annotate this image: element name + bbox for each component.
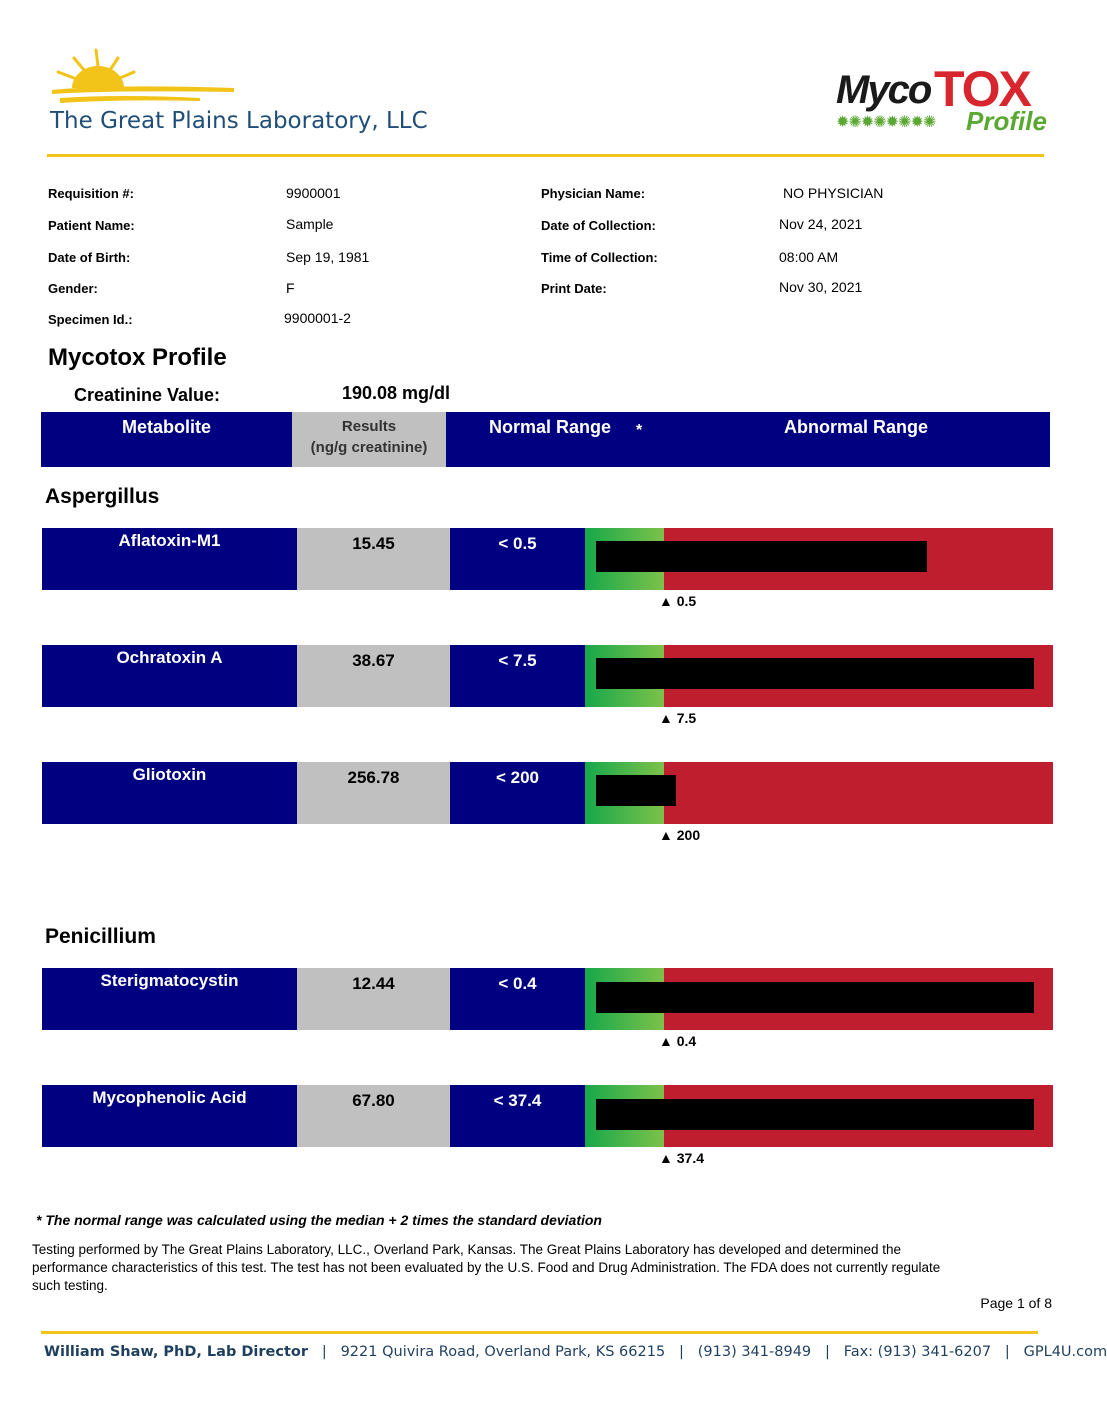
result-cell: 67.80 [297,1085,450,1147]
disclaimer: Testing performed by The Great Plains Laboratory, LLC., Overland Park, Kansas. The Great Plains Laboratory has developed and determined the performance characteristics of this test. The test has not been evaluated by the U.S. Food and Drug Administration. The FDA does not currently regulate such testing. [32,1242,941,1293]
footer: William Shaw, PhD, Lab Director | 9221 Quivira Road, Overland Park, KS 66215 | (913) 341-8949 | Fax: (913) 341-6207 | GPL4U.com [44,1344,1107,1360]
result-bar [596,541,927,572]
header-normal-label: Normal Range [489,417,612,437]
mycotox-logo [836,60,1046,135]
cutoff-marker: ▲ 0.5 [659,593,697,609]
header-results [292,412,446,467]
sun-logo-icon [50,48,240,108]
specimen-value: 9900001-2 [284,310,351,326]
physician-value: NO PHYSICIAN [783,185,884,201]
metabolite-cell: Mycophenolic Acid [42,1085,297,1147]
print-date-label: Print Date: [541,281,607,296]
collection-date-value: Nov 24, 2021 [779,216,863,232]
gender-label: Gender: [48,281,98,296]
brand-profile: Profile [966,106,1047,136]
header-metabolite-label: Metabolite [121,417,211,437]
creatinine-label: Creatinine Value: [74,385,221,405]
metabolite-cell: Gliotoxin [42,762,297,824]
header-results-line1: Results [341,418,397,435]
result-bar [596,775,676,806]
page-title: Mycotox Profile [48,344,227,371]
footnote: * The normal range was calculated using the median + 2 times the standard deviation [36,1212,602,1228]
result-bar [596,982,1034,1013]
dob-label: Date of Birth: [48,250,131,265]
header-ranges [446,412,1050,467]
header-results-line2: (ng/g creatinine) [310,439,428,456]
requisition-value: 9900001 [286,185,341,201]
normal-range-cell: < 37.4 [450,1085,585,1147]
print-date-value: Nov 30, 2021 [779,279,863,295]
result-cell: 12.44 [297,968,450,1030]
gender-value: F [286,280,295,296]
normal-range-cell: < 200 [450,762,585,824]
footer-fax: Fax: (913) 341-6207 [843,1344,992,1360]
normal-range-cell: < 0.5 [450,528,585,590]
abnormal-zone [664,762,1053,824]
result-cell: 15.45 [297,528,450,590]
page-number: Page 1 of 8 [980,1295,1052,1311]
collection-date-label: Date of Collection: [541,218,656,233]
footer-phone: (913) 341-8949 [697,1344,812,1360]
header-metabolite [41,412,292,467]
metabolite-cell: Ochratoxin A [42,645,297,707]
result-cell: 38.67 [297,645,450,707]
normal-range-cell: < 7.5 [450,645,585,707]
footer-director: William Shaw, PhD, Lab Director [44,1344,309,1360]
metabolite-cell: Sterigmatocystin [42,968,297,1030]
footer-web[interactable]: GPL4U.com [1023,1344,1107,1360]
header-rule [47,154,1044,157]
result-bar [596,1099,1034,1130]
header-abnormal-label: Abnormal Range [784,417,929,437]
footer-rule [41,1331,1038,1334]
footer-address: 9221 Quivira Road, Overland Park, KS 66215 [340,1344,666,1360]
collection-time-value: 08:00 AM [779,249,839,265]
creatinine-value: 190.08 mg/dl [342,383,451,403]
physician-label: Physician Name: [541,186,646,201]
cutoff-marker: ▲ 37.4 [659,1150,704,1166]
lab-name: The Great Plains Laboratory, LLC [50,108,428,134]
dob-value: Sep 19, 1981 [286,249,370,265]
cutoff-marker: ▲ 200 [659,827,701,843]
header-asterisk: * [636,422,643,439]
patient-label: Patient Name: [48,218,135,233]
metabolite-cell: Aflatoxin-M1 [42,528,297,590]
result-bar [596,658,1034,689]
mold-spores-icon: ✹✺✹✺✹✺✹✺ [836,114,936,131]
collection-time-label: Time of Collection: [541,250,658,265]
patient-value: Sample [286,216,334,232]
group-heading-aspergillus: Aspergillus [45,485,160,508]
cutoff-marker: ▲ 0.4 [659,1033,697,1049]
specimen-label: Specimen Id.: [48,312,133,327]
cutoff-marker: ▲ 7.5 [659,710,697,726]
brand-tox: TOX [934,61,1030,117]
result-cell: 256.78 [297,762,450,824]
group-heading-penicillium: Penicillium [45,925,156,948]
normal-range-cell: < 0.4 [450,968,585,1030]
requisition-label: Requisition #: [48,186,134,201]
brand-myco: Myco [836,68,931,112]
